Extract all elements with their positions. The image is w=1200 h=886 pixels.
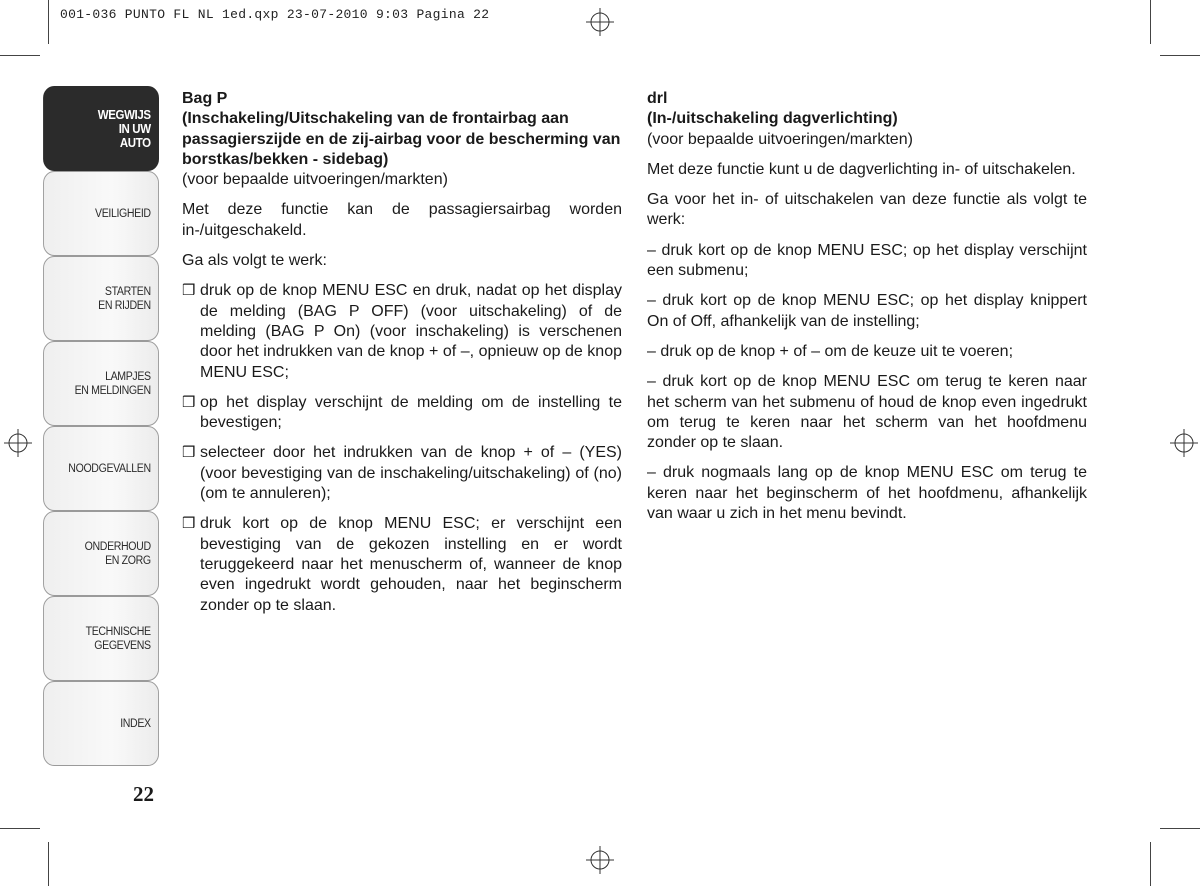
checkbox-bullet-icon: ❒ bbox=[182, 282, 196, 300]
crop-mark bbox=[48, 0, 49, 44]
paragraph: – druk op de knop + of – om de keuze uit te voeren; bbox=[647, 342, 1014, 360]
tab-lampjes-en-meldingen[interactable]: LAMPJES EN MELDINGEN bbox=[43, 341, 159, 426]
list-item-text: selecteer door het indrukken van de knop + of – (YES) (voor bevestiging van de inschakeling/uitschakeling) of (no) (om te annuleren); bbox=[200, 444, 622, 503]
section-heading bbox=[647, 89, 1087, 130]
paragraph: Ga voor het in- of uitschakelen van deze functie als volgt te werk: bbox=[647, 191, 1087, 229]
section-heading bbox=[182, 89, 622, 170]
tab-index[interactable]: INDEX bbox=[43, 681, 159, 766]
crop-mark bbox=[48, 842, 49, 886]
paragraph: – druk kort op de knop MENU ESC; op het display knippert On of Off, afhankelijk van de instelling; bbox=[647, 292, 1087, 330]
list-item-text: op het display verschijnt de melding om de instelling te bevestigen; bbox=[200, 393, 622, 432]
checkbox-bullet-icon: ❒ bbox=[182, 515, 196, 533]
section-title: drl bbox=[647, 90, 668, 107]
tab-wegwijs[interactable]: WEGWIJS IN UW AUTO bbox=[43, 86, 159, 171]
section-subtitle: (In-/uitschakeling dagverlichting) bbox=[647, 110, 898, 128]
list-item bbox=[182, 514, 622, 615]
section-title: Bag P bbox=[182, 90, 228, 107]
tab-technische-gegevens[interactable]: TECHNISCHE GEGEVENS bbox=[43, 596, 159, 681]
registration-mark-icon bbox=[4, 429, 32, 457]
registration-mark-icon bbox=[586, 846, 614, 874]
paragraph: Met deze functie kunt u de dagverlichting in- of uitschakelen. bbox=[647, 160, 1076, 178]
tab-noodgevallen[interactable]: NOODGEVALLEN bbox=[43, 426, 159, 511]
paragraph: – druk kort op de knop MENU ESC; op het display verschijnt een submenu; bbox=[647, 241, 1087, 280]
crop-mark bbox=[1160, 55, 1200, 56]
list-item-text: druk kort op de knop MENU ESC; er verschijnt een bevestiging van de gekozen instelling en er wordt teruggekeerd naar het menuscherm of, wanneer de knop even ingedrukt wordt gehouden, naar het beginscherm zonder op te slaan. bbox=[200, 515, 622, 614]
paragraph: – druk kort op de knop MENU ESC om terug te keren naar het scherm van het submenu of houd de knop even ingedrukt om terug te keren naar het scherm van het hoofdmenu zonder op te slaan. bbox=[647, 373, 1087, 452]
crop-mark bbox=[0, 55, 40, 56]
left-column bbox=[182, 89, 622, 626]
paragraph: – druk nogmaals lang op de knop MENU ESC om terug te keren naar het beginscherm of het hoofdmenu, afhankelijk van waar u zich in het menu bevindt. bbox=[647, 464, 1087, 523]
right-column bbox=[647, 89, 1087, 534]
checkbox-bullet-icon: ❒ bbox=[182, 393, 196, 411]
list-item bbox=[182, 281, 622, 382]
crop-mark bbox=[0, 828, 40, 829]
crop-mark bbox=[1160, 828, 1200, 829]
paragraph: Met deze functie kan de passagiersairbag worden in-/uitgeschakeld. bbox=[182, 201, 622, 239]
list-item-text: druk op de knop MENU ESC en druk, nadat op het display de melding (BAG P OFF) (voor uitschakeling) of de melding (BAG P On) (voor inschakeling) is verschenen door het indrukken van de knop + of –, opnieuw op de knop MENU ESC; bbox=[200, 282, 622, 381]
crop-mark bbox=[1150, 842, 1151, 886]
print-header: 001-036 PUNTO FL NL 1ed.qxp 23-07-2010 9:03 Pagina 22 bbox=[60, 7, 490, 22]
tab-starten-en-rijden[interactable]: STARTEN EN RIJDEN bbox=[43, 256, 159, 341]
registration-mark-icon bbox=[586, 8, 614, 36]
tab-onderhoud-en-zorg[interactable]: ONDERHOUD EN ZORG bbox=[43, 511, 159, 596]
list-item bbox=[182, 393, 622, 434]
section-subtitle: (Inschakeling/Uitschakeling van de frontairbag aan passagierszijde en de zij-airbag voor de bescherming van borstkas/bekken - sidebag) bbox=[182, 110, 621, 168]
section-note: (voor bepaalde uitvoeringen/markten) bbox=[647, 130, 913, 148]
crop-mark bbox=[1150, 0, 1151, 44]
section-note: (voor bepaalde uitvoeringen/markten) bbox=[182, 171, 448, 189]
registration-mark-icon bbox=[1170, 429, 1198, 457]
tab-veiligheid[interactable]: VEILIGHEID bbox=[43, 171, 159, 256]
paragraph: Ga als volgt te werk: bbox=[182, 252, 327, 270]
chapter-sidebar bbox=[33, 86, 159, 766]
checkbox-bullet-icon: ❒ bbox=[182, 444, 196, 462]
page-number: 22 bbox=[133, 782, 154, 806]
list-item bbox=[182, 443, 622, 504]
